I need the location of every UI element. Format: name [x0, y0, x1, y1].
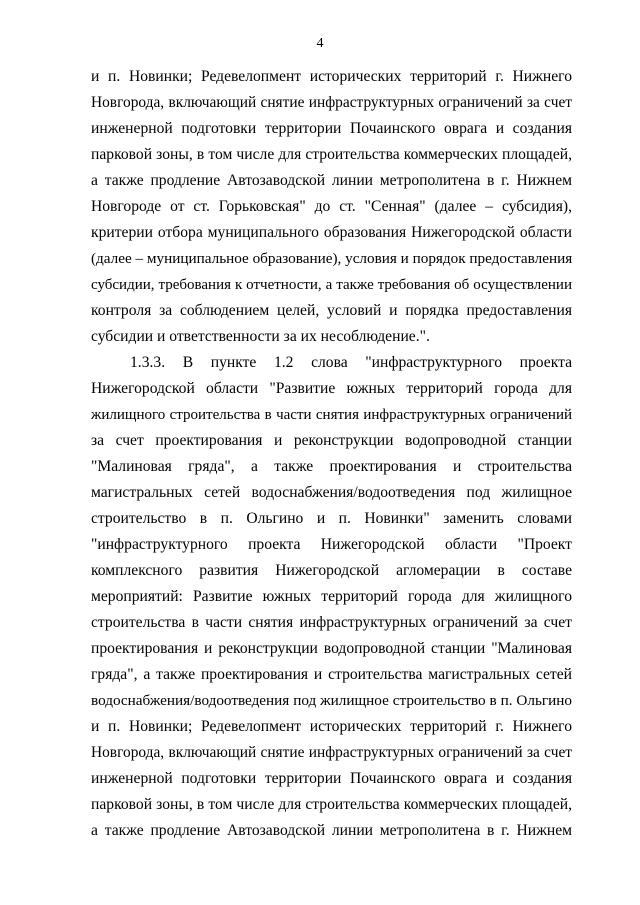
text-line: Нижегородской области "Развитие южных территорий города для [91, 380, 572, 397]
text-line: строительства в части снятия инфраструктурных ограничений за счет [91, 614, 572, 631]
text-line: проектирования и реконструкции водопроводной станции "Малиновая [91, 640, 572, 657]
text-line: строительство в п. Ольгино и п. Новинки" заменить словами [91, 510, 572, 527]
text-line: "инфраструктурного проекта Нижегородской области "Проект [91, 536, 572, 553]
text-line: гряда", а также проектирования и строительства магистральных сетей [91, 666, 572, 683]
text-line: мероприятий: Развитие южных территорий города для жилищного [91, 588, 572, 605]
text-line: "Малиновая гряда", а также проектирования и строительства [91, 458, 572, 475]
text-line: и п. Новинки; Редевелопмент исторических территорий г. Нижнего [91, 68, 572, 85]
text-line: инженерной подготовки территории Почаинского оврага и создания [91, 120, 572, 137]
text-line: критерии отбора муниципального образования Нижегородской области [91, 224, 572, 241]
text-line: Новгорода, включающий снятие инфраструктурных ограничений за счет [91, 94, 572, 111]
text-line: Новгороде от ст. Горьковская" до ст. "Сенная" (далее – субсидия), [91, 198, 572, 215]
text-line: и п. Новинки; Редевелопмент исторических территорий г. Нижнего [91, 718, 572, 735]
text-line: жилищного строительства в части снятия инфраструктурных ограничений [91, 407, 572, 423]
text-line: водоснабжения/водоотведения под жилищное строительство в п. Ольгино [91, 692, 572, 709]
text-line: за счет проектирования и реконструкции водопроводной станции [91, 432, 572, 449]
text-line: контроля за соблюдением целей, условий и порядка предоставления [91, 302, 572, 319]
text-line: парковой зоны, в том числе для строительства коммерческих площадей, [91, 796, 572, 813]
text-line: Новгорода, включающий снятие инфраструктурных ограничений за счет [91, 744, 572, 761]
paragraph-first-line: 1.3.3. В пункте 1.2 слова "инфраструктурного проекта [130, 354, 572, 371]
page-number: 4 [316, 36, 324, 51]
text-line: субсидии и ответственности за их несоблюдение.". [91, 328, 430, 345]
text-line: комплексного развития Нижегородской агломерации в составе [91, 562, 572, 579]
text-line: субсидии, требования к отчетности, а также требования об осуществлении [91, 277, 572, 293]
text-line: а также продление Автозаводской линии метрополитена в г. Нижнем [91, 822, 572, 839]
text-line: (далее – муниципальное образование), условия и порядок предоставления [91, 250, 573, 267]
text-line: а также продление Автозаводской линии метрополитена в г. Нижнем [91, 172, 572, 189]
text-line: парковой зоны, в том числе для строительства коммерческих площадей, [91, 146, 572, 163]
text-line: инженерной подготовки территории Почаинского оврага и создания [91, 770, 572, 787]
text-line: магистральных сетей водоснабжения/водоотведения под жилищное [91, 484, 572, 501]
